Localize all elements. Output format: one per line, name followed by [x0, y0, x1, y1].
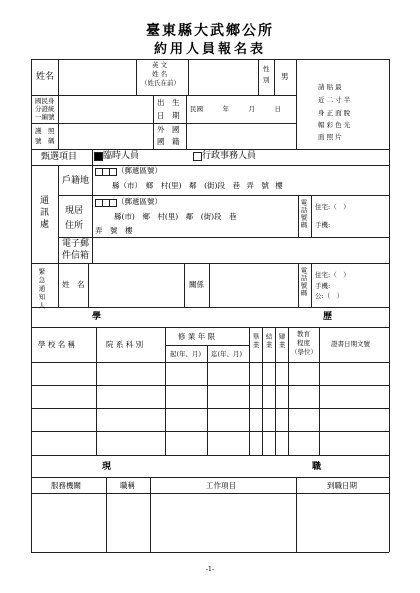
- nationality-label-1: 外 國: [157, 125, 180, 134]
- option-temporary-label: 臨時人員: [103, 151, 140, 161]
- degree-header-3: （學位）: [291, 348, 317, 356]
- school-name-header: 學 校 名 稱: [38, 340, 76, 349]
- nationality-label-2: 國 籍: [157, 137, 180, 146]
- graduated-header: 畢業: [251, 333, 260, 350]
- department-header: 院 系 科 別: [106, 340, 144, 349]
- period-from-header: 起(年、月): [170, 350, 202, 358]
- gender-label-2: 別: [263, 76, 270, 84]
- study-period-header: 修 業 年 限: [178, 332, 216, 341]
- emergency-contact-label: 緊急通知人: [37, 268, 46, 311]
- current-residence-label-2: 住所: [65, 221, 84, 231]
- page-title: 臺東縣大武鄉公所: [146, 23, 274, 39]
- photo-instruction-5: 面 照 片: [318, 133, 342, 141]
- mobile-phone-field[interactable]: 手機:: [315, 221, 331, 229]
- checkbox-admin[interactable]: [193, 152, 202, 161]
- birth-date-label-2: 日 期: [157, 111, 180, 120]
- gender-value: 男: [281, 72, 289, 81]
- photo-instruction-3: 身 正 面 脫: [318, 109, 351, 117]
- email-label-2: 件信箱: [62, 251, 90, 261]
- current-zip-box-3[interactable]: [109, 199, 117, 207]
- household-address-line[interactable]: 縣（市） 鄉 村(里) 鄰 (街)段 巷 弄 號 樓: [112, 181, 283, 190]
- english-name-label-1: 英 文: [152, 61, 168, 69]
- emergency-phone-label: 電話號碼: [299, 267, 308, 297]
- completed-header: 結業: [264, 333, 273, 350]
- relationship-label: 關係: [189, 280, 204, 289]
- attended-header: 肄業: [277, 333, 286, 350]
- current-address-line-2[interactable]: 弄 號 樓: [95, 226, 133, 235]
- birth-date-value[interactable]: 民國 年 月 日: [190, 105, 281, 113]
- household-zip-label: （郵遞區號）: [117, 166, 162, 175]
- page-number: -1-: [205, 565, 215, 573]
- id-number-label-3: 一編號: [35, 113, 55, 121]
- degree-header-1: 教育: [297, 330, 310, 338]
- contact-section-label: 通訊處: [38, 195, 48, 231]
- certificate-header: 證書日期文號: [331, 340, 370, 348]
- emergency-home-phone[interactable]: 住宅:（ ）: [315, 271, 350, 279]
- photo-instruction-4: 帽 彩 色 光: [318, 121, 351, 129]
- period-to-header: 迄(年、月): [211, 350, 243, 358]
- emergency-name-label: 姓 名: [62, 280, 85, 289]
- work-content-header: 工作項目: [206, 481, 236, 490]
- email-label-1: 電子郵: [62, 239, 90, 249]
- current-residence-label-1: 現居: [65, 206, 84, 216]
- birth-date-label-1: 出 生: [157, 98, 180, 107]
- passport-label-2: 號 碼: [35, 137, 55, 145]
- emergency-office-phone[interactable]: 公:（ ）: [315, 292, 344, 300]
- id-number-label-2: 分證統: [35, 105, 55, 113]
- gender-label-1: 性: [263, 65, 270, 73]
- current-address-line[interactable]: 縣(市) 鄉 村(里) 鄰 (街)段 巷: [114, 212, 237, 221]
- current-zip-label: （郵遞區號）: [117, 197, 162, 206]
- option-admin-label: 行政事務人員: [202, 151, 257, 161]
- education-title-left: 學: [92, 312, 102, 322]
- job-item-label: 甄選項目: [41, 152, 78, 162]
- work-title-right: 職: [312, 462, 322, 472]
- household-label: 戶籍地: [62, 176, 90, 186]
- start-date-header: 到職日期: [327, 481, 357, 490]
- passport-label-1: 護 照: [35, 127, 55, 135]
- phone-label: 電話號碼: [299, 199, 308, 229]
- english-name-label-2: 姓 名: [152, 70, 168, 78]
- position-header: 職稱: [120, 481, 135, 490]
- degree-header-2: 程度: [297, 339, 310, 347]
- checkbox-temporary[interactable]: [94, 152, 103, 161]
- work-title-left: 現: [102, 462, 112, 472]
- photo-instruction-1: 請 貼 最: [318, 83, 342, 91]
- home-phone-field[interactable]: 住宅:（ ）: [315, 203, 350, 211]
- name-label: 姓名: [36, 72, 55, 82]
- education-title-right: 歷: [323, 312, 333, 322]
- english-name-label-3: （姓氏在前）: [141, 79, 180, 87]
- zip-box-3[interactable]: [109, 168, 117, 176]
- id-number-label-1: 國民身: [35, 97, 55, 105]
- photo-instruction-2: 近 二 寸 半: [318, 96, 351, 104]
- page-subtitle: 約用人員報名表: [153, 42, 266, 57]
- emergency-mobile[interactable]: 手機:: [315, 282, 331, 290]
- agency-header: 服務機關: [51, 481, 81, 490]
